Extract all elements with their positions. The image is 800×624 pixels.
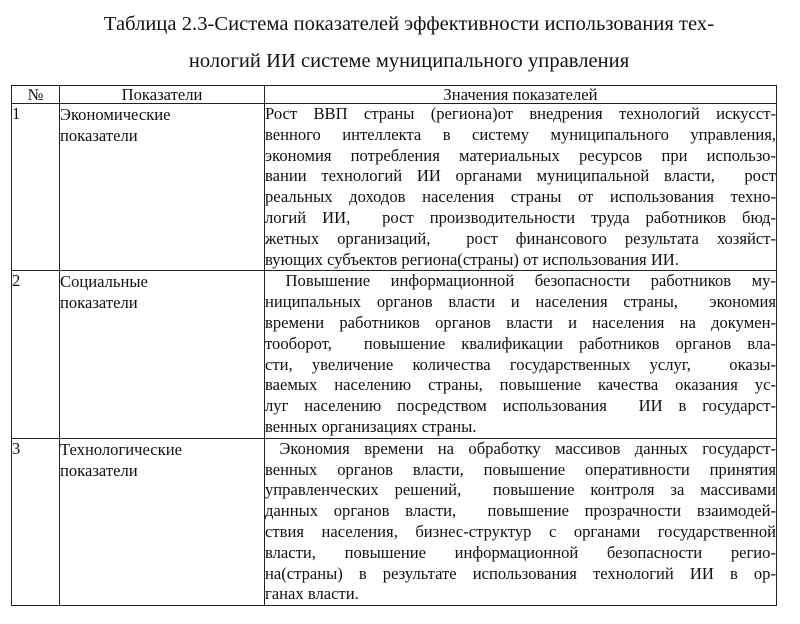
value-line: вании технологий ИИ органами муниципальной власти, рост — [265, 166, 776, 186]
value-line: ниципальных органов власти и населения страны, экономия — [265, 292, 776, 312]
table-caption — [38, 6, 780, 80]
value-line: ваемых населению страны, повышение качества оказания ус- — [265, 375, 776, 395]
caption-line: Таблица 2.3-Система показателей эффективности использования тех- — [103, 13, 715, 35]
indicator-line: Технологические — [60, 439, 182, 459]
value-line: тооборот, повышение квалификации работников органов вла- — [265, 333, 776, 353]
value-line: управленческих решений, повышение контроля за массивами — [265, 480, 776, 500]
value-line: Экономия времени на обработку массивов данных государст- — [265, 438, 776, 458]
indicator-line: показатели — [60, 460, 138, 480]
row-number-cell — [12, 271, 60, 438]
indicator-line: показатели — [60, 293, 138, 313]
header-number: № — [12, 86, 60, 104]
value-line: луг населению посредством использования ИИ в государст- — [265, 396, 776, 416]
value-line: Рост ВВП страны (региона)от внедрения технологий искусст- — [265, 104, 776, 123]
table-body — [12, 104, 777, 606]
value-cell — [265, 438, 777, 605]
row-number: 3 — [12, 438, 21, 458]
table-row — [12, 438, 777, 605]
header-indicators: Показатели — [60, 86, 265, 104]
value-line: на(страны) в результате использования технологий ИИ в ор- — [265, 563, 776, 583]
value-line: венного интеллекта в систему муниципального управления, — [265, 124, 776, 144]
value-cell — [265, 271, 777, 438]
indicator-cell — [60, 438, 265, 605]
value-line: времени работников органов власти и населения на докумен- — [265, 312, 776, 332]
value-cell — [265, 104, 777, 271]
indicator-line: Социальные — [60, 272, 148, 292]
row-number-cell — [12, 438, 60, 605]
value-line: вующих субъектов региона(страны) от использования ИИ. — [265, 249, 679, 269]
value-line: власти, повышение информационной безопасности регио- — [265, 542, 776, 562]
table-row — [12, 104, 777, 271]
value-line: ганах власти. — [265, 584, 359, 604]
value-line: венных органов власти, повышение оперативности принятия — [265, 459, 776, 479]
value-line: экономия потребления материальных ресурсов при использо- — [265, 145, 776, 165]
value-line: жетных организаций, рост финансового результата хозяйст- — [265, 228, 776, 248]
value-line: данных органов власти, повышение прозрачности взаимодей- — [265, 501, 776, 521]
value-line: сти, увеличение количества государственных услуг, оказы- — [265, 354, 776, 374]
caption-line: нологий ИИ системе муниципального управления — [188, 50, 630, 72]
indicator-line: Экономические — [60, 105, 171, 124]
indicator-cell — [60, 104, 265, 271]
value-line: логий ИИ, рост производительности труда работников бюд- — [265, 207, 776, 227]
table-header — [12, 86, 777, 104]
value-line: реальных доходов населения страны от использования техно- — [265, 187, 776, 207]
header-values: Значения показателей — [265, 86, 777, 104]
indicator-line: показатели — [60, 126, 138, 145]
indicators-table — [11, 85, 777, 606]
row-number: 2 — [12, 271, 21, 291]
indicator-cell — [60, 271, 265, 438]
value-line: Повышение информационной безопасности работников му- — [265, 271, 776, 291]
table-row — [12, 271, 777, 438]
header-row — [12, 86, 777, 104]
row-number: 1 — [12, 104, 21, 123]
value-line: ствия населения, бизнес-структур с органами государственной — [265, 521, 776, 541]
row-number-cell — [12, 104, 60, 271]
value-line: венных организациях страны. — [265, 416, 477, 436]
